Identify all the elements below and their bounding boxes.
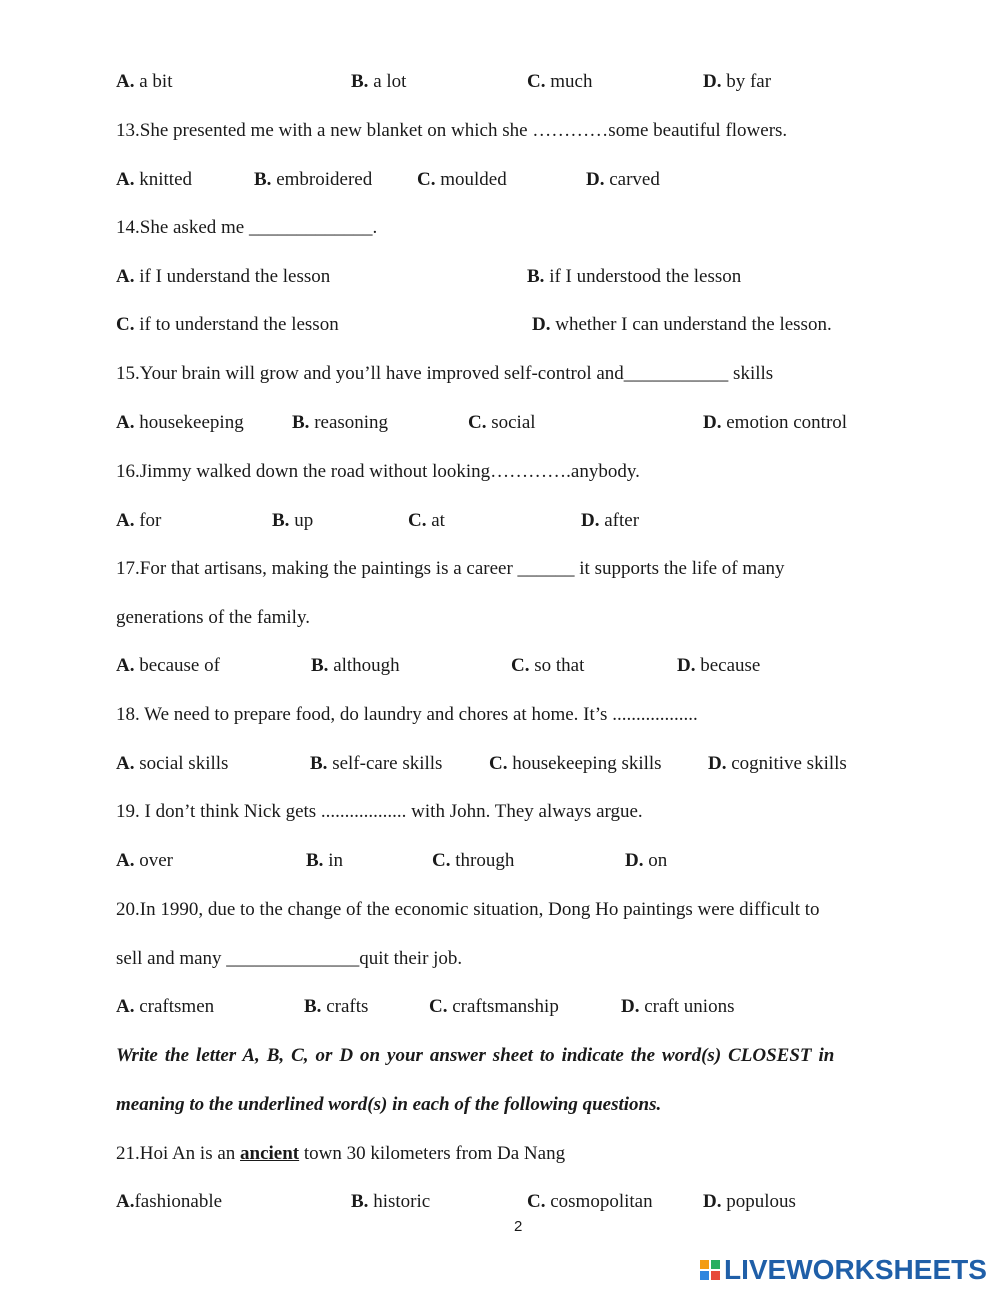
- q13-option-c[interactable]: C. moulded: [417, 169, 507, 190]
- q18-option-a[interactable]: A. social skills: [116, 753, 229, 774]
- q16-option-a[interactable]: A. for: [116, 510, 162, 531]
- q16-option-b[interactable]: B. up: [272, 510, 314, 531]
- q18-option-c[interactable]: C. housekeeping skills: [489, 753, 662, 774]
- q17-option-d[interactable]: D. because: [677, 655, 761, 676]
- q12-option-b[interactable]: B. a lot: [351, 71, 407, 92]
- q17-option-c[interactable]: C. so that: [511, 655, 585, 676]
- q16-option-d[interactable]: D. after: [581, 510, 640, 531]
- q16-option-c[interactable]: C. at: [408, 510, 445, 531]
- instruction-line-1: Write the letter A, B, C, or D on your answer sheet to indicate the word(s) CLOSEST in: [116, 1045, 835, 1066]
- q21-option-c[interactable]: C. cosmopolitan: [527, 1191, 653, 1212]
- q20-stem-line-1: 20.In 1990, due to the change of the economic situation, Dong Ho paintings were difficult to: [116, 899, 820, 920]
- q19-option-c[interactable]: C. through: [432, 850, 515, 871]
- page-number: 2: [514, 1218, 523, 1235]
- q20-stem-line-2: sell and many ______________quit their job.: [116, 948, 463, 969]
- q12-option-d[interactable]: D. by far: [703, 71, 772, 92]
- instruction-line-2: meaning to the underlined word(s) in each of the following questions.: [116, 1094, 662, 1115]
- q13-option-b[interactable]: B. embroidered: [254, 169, 373, 190]
- liveworksheets-logo: [700, 1254, 987, 1286]
- q15-stem: 15.Your brain will grow and you’ll have improved self-control and___________ skills: [116, 363, 774, 384]
- q21-stem: 21.Hoi An is an ancient town 30 kilometers from Da Nang: [116, 1143, 566, 1164]
- q13-option-a[interactable]: A. knitted: [116, 169, 193, 190]
- q20-option-a[interactable]: A. craftsmen: [116, 996, 215, 1017]
- q20-option-d[interactable]: D. craft unions: [621, 996, 735, 1017]
- brand-name: LIVEWORKSHEETS: [724, 1254, 987, 1285]
- q14-option-a[interactable]: A. if I understand the lesson: [116, 266, 331, 287]
- q21-underlined-word: ancient: [240, 1143, 300, 1164]
- q15-option-c[interactable]: C. social: [468, 412, 536, 433]
- q19-option-a[interactable]: A. over: [116, 850, 173, 871]
- q14-option-c[interactable]: C. if to understand the lesson: [116, 314, 339, 335]
- q21-option-d[interactable]: D. populous: [703, 1191, 796, 1212]
- q13-option-d[interactable]: D. carved: [586, 169, 660, 190]
- q19-option-d[interactable]: D. on: [625, 850, 668, 871]
- q21-option-b[interactable]: B. historic: [351, 1191, 431, 1212]
- liveworksheets-logo-icon: [700, 1260, 720, 1280]
- q15-option-d[interactable]: D. emotion control: [703, 412, 848, 433]
- q20-option-b[interactable]: B. crafts: [304, 996, 369, 1017]
- q19-stem: 19. I don’t think Nick gets .................. with John. They always argue.: [116, 801, 643, 822]
- q15-option-a[interactable]: A. housekeeping: [116, 412, 244, 433]
- q13-stem: 13.She presented me with a new blanket on which she …………some beautiful flowers.: [116, 120, 788, 141]
- q19-option-b[interactable]: B. in: [306, 850, 343, 871]
- q17-option-b[interactable]: B. although: [311, 655, 400, 676]
- q17-stem-line-2: generations of the family.: [116, 607, 310, 628]
- q12-option-c[interactable]: C. much: [527, 71, 593, 92]
- q14-option-d[interactable]: D. whether I can understand the lesson.: [532, 314, 832, 335]
- q18-option-b[interactable]: B. self-care skills: [310, 753, 443, 774]
- q21-option-a[interactable]: A.fashionable: [116, 1191, 223, 1212]
- q17-option-a[interactable]: A. because of: [116, 655, 220, 676]
- q12-option-a[interactable]: A. a bit: [116, 71, 173, 92]
- q17-stem-line-1: 17.For that artisans, making the paintings is a career ______ it supports the life of many: [116, 558, 785, 579]
- q20-option-c[interactable]: C. craftsmanship: [429, 996, 559, 1017]
- q14-stem: 14.She asked me _____________.: [116, 217, 378, 238]
- q18-stem: 18. We need to prepare food, do laundry and chores at home. It’s ..................: [116, 704, 698, 725]
- q16-stem: 16.Jimmy walked down the road without looking………….anybody.: [116, 461, 640, 482]
- q18-option-d[interactable]: D. cognitive skills: [708, 753, 847, 774]
- q14-option-b[interactable]: B. if I understood the lesson: [527, 266, 742, 287]
- q15-option-b[interactable]: B. reasoning: [292, 412, 389, 433]
